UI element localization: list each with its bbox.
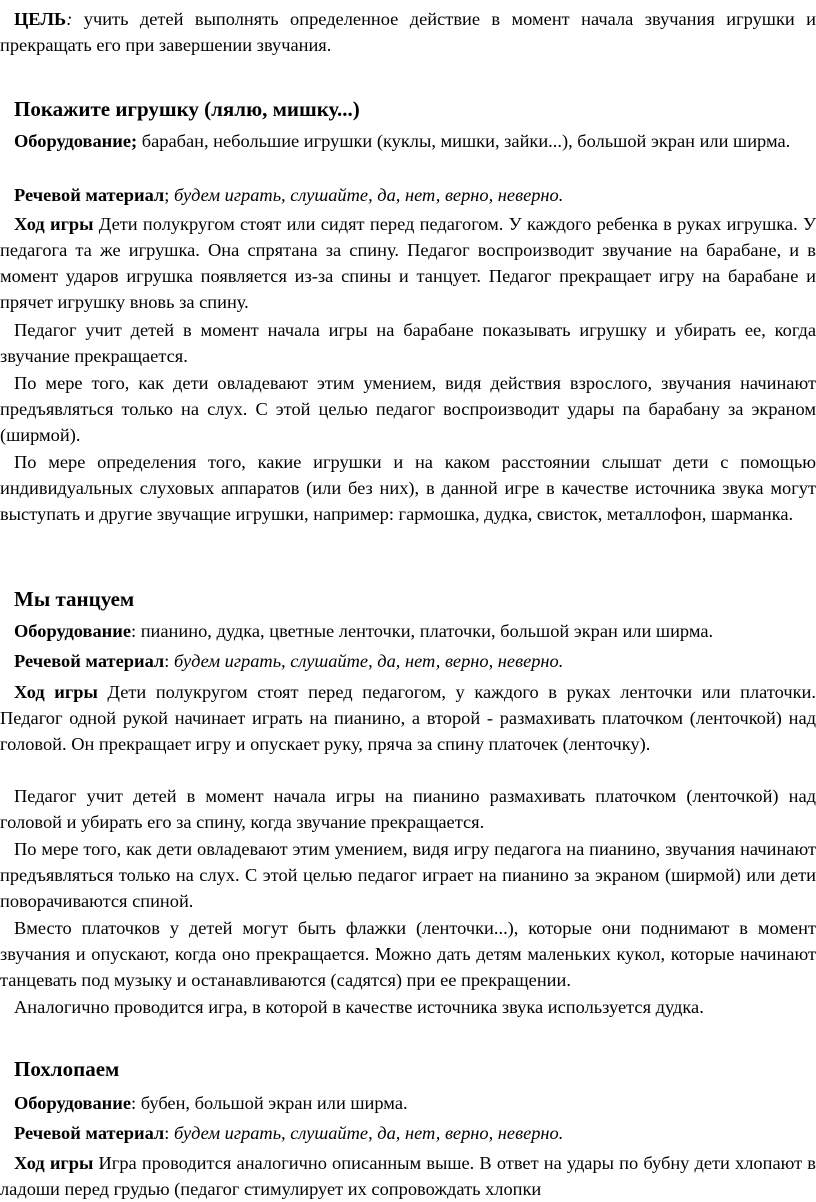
equipment-label: Оборудование — [14, 621, 131, 641]
section-3-title: Похлопаем — [14, 1057, 120, 1081]
section-2-paragraph-4: Аналогично проводится игра, в которой в качестве источника звука используется дудка. — [14, 997, 704, 1017]
speech-text: будем играть, слушайте, да, нет, верно, неверно. — [173, 185, 564, 205]
section-3-equipment — [0, 1090, 816, 1116]
speech-label: Речевой материал — [14, 185, 165, 205]
process-text: Дети полукругом стоят перед педагогом, у каждого в руках ленточки или платочки. Педагог одной рукой начинает играть на пианино, а второй - размахивать платочком (ленточкой) над головой. Он прекращает игру и опускает руку, пряча за спину платочек (ленточку). — [0, 682, 816, 754]
goal-label: ЦЕЛЬ — [14, 9, 67, 29]
process-label: Ход игры — [14, 214, 94, 234]
process-label: Ход игры — [14, 1153, 94, 1173]
section-1-title: Покажите игрушку (лялю, мишку...) — [14, 97, 360, 121]
equipment-text: барабан, небольшие игрушки (куклы, мишки, зайки...), большой экран или ширма. — [137, 131, 791, 151]
section-2-process — [0, 679, 816, 757]
section-1-paragraph-3: По мере определения того, какие игрушки и на каком расстоянии слышат дети с помощью индивидуальных слуховых аппаратов (или без них), в данной игре в качестве источника звука могут выступать и другие звучащие игрушки, например: гармошка, дудка, свисток, металлофон, шарманка. — [0, 452, 816, 524]
process-label: Ход игры — [14, 682, 98, 702]
equipment-label: Оборудование — [14, 1093, 131, 1113]
section-2-paragraph-2: По мере того, как дети овладевают этим умением, видя игру педагога на пианино, звучания начинают предъявляться только на слух. С этой целью педагог играет на пианино за экраном (ширмой) или дети поворачиваются спиной. — [0, 839, 816, 911]
speech-text: будем играть, слушайте, да, нет, верно, неверно. — [173, 1123, 564, 1143]
section-1-process — [0, 211, 816, 315]
process-text: Игра проводится аналогично описанным выше. В ответ на удары по бубну дети хлопают в ладоши перед грудью (педагог стимулирует их сопровождать хлопки — [0, 1153, 816, 1199]
section-2-equipment — [0, 618, 816, 644]
speech-separator: : — [164, 1123, 174, 1143]
goal-text: учить детей выполнять определенное действие в момент начала звучания игрушки и прекращать его при завершении звучания. — [0, 9, 816, 55]
section-2-paragraph-1: Педагог учит детей в момент начала игры на пианино размахивать платочком (ленточкой) над головой и убирать его за спину, когда звучание прекращается. — [0, 786, 816, 832]
speech-text: будем играть, слушайте, да, нет, верно, неверно. — [173, 651, 564, 671]
equipment-label: Оборудование; — [14, 131, 138, 151]
speech-label: Речевой материал — [14, 651, 165, 671]
section-3-process — [0, 1150, 816, 1202]
speech-label: Речевой материал — [14, 1123, 165, 1143]
section-3-speech — [0, 1120, 816, 1146]
section-1-paragraph-1: Педагог учит детей в момент начала игры на барабане показывать игрушку и убирать ее, когда звучание прекращается. — [0, 320, 816, 366]
section-2-title: Мы танцуем — [14, 587, 135, 611]
speech-separator: : — [164, 651, 174, 671]
equipment-text: : пианино, дудка, цветные ленточки, платочки, большой экран или ширма. — [131, 621, 714, 641]
equipment-text: : бубен, большой экран или ширма. — [131, 1093, 408, 1113]
process-text: Дети полукругом стоят или сидят перед педагогом. У каждого ребенка в руках игрушка. У педагога та же игрушка. Она спрятана за спину. Педагог воспроизводит звучание на барабане, и в момент ударов игрушка появляется из-за спины и танцует. Педагог прекращает игру на барабане и прячет игрушку вновь за спину. — [0, 214, 816, 312]
goal-paragraph — [0, 6, 816, 58]
section-2-paragraph-3: Вместо платочков у детей могут быть флажки (ленточки...), которые они поднимают в момент звучания и опускают, когда оно прекращается. Можно дать детям маленьких кукол, которые начинают танцевать под музыку и останавливаются (садятся) при ее прекращении. — [0, 918, 816, 990]
section-2-speech — [0, 648, 816, 674]
goal-separator: : — [66, 9, 73, 29]
speech-separator: ; — [164, 185, 174, 205]
section-1-speech — [0, 182, 816, 208]
section-1-equipment — [0, 128, 816, 154]
section-1-paragraph-2: По мере того, как дети овладевают этим умением, видя действия взрослого, звучания начинают предъявляться только на слух. С этой целью педагог воспроизводит удары па барабану за экраном (ширмой). — [0, 373, 816, 445]
